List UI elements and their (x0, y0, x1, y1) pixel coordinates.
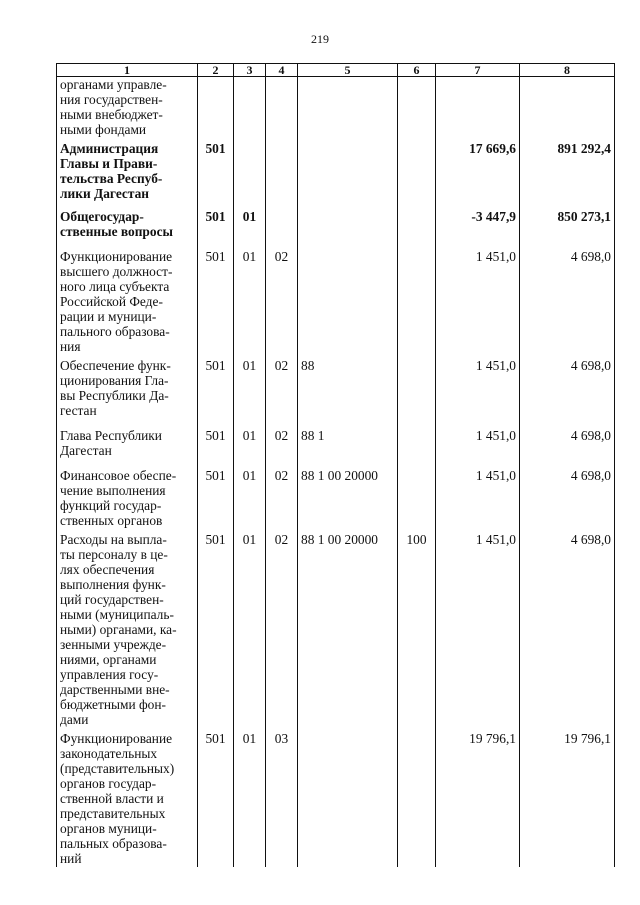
cell-section (234, 77, 266, 138)
cell-section: 01 (234, 245, 266, 354)
cell-section: 01 (234, 528, 266, 727)
cell-subsection: 02 (266, 354, 298, 424)
header-row (57, 64, 615, 77)
cell-name: Финансовое обеспе- чение выполнения функций государ- ственных органов (57, 464, 198, 528)
cell-name: Функционирование высшего должност- ного лица субъекта Российской Феде- рации и муници- пального образова- ния (57, 245, 198, 354)
cell-section: 01 (234, 464, 266, 528)
cell-section: 01 (234, 354, 266, 424)
cell-target-article: 88 1 00 20000 (298, 528, 398, 727)
cell-expense-type (398, 245, 436, 354)
cell-amount-total: 4 698,0 (520, 245, 615, 354)
cell-amount-change: 1 451,0 (436, 354, 520, 424)
cell-name: Общегосудар- ственные вопросы (57, 205, 198, 245)
table-row (57, 528, 615, 727)
cell-subsection: 02 (266, 528, 298, 727)
table-row (57, 245, 615, 354)
table-row (57, 424, 615, 464)
cell-amount-change: 1 451,0 (436, 424, 520, 464)
cell-target-article (298, 77, 398, 138)
cell-amount-total: 850 273,1 (520, 205, 615, 245)
cell-expense-type: 100 (398, 528, 436, 727)
cell-amount-change: 17 669,6 (436, 137, 520, 205)
cell-code: 501 (198, 354, 234, 424)
cell-expense-type (398, 464, 436, 528)
cell-subsection (266, 205, 298, 245)
cell-amount-total: 4 698,0 (520, 354, 615, 424)
cell-name: органами управле- ния государствен- ными внебюджет- ными фондами (57, 77, 198, 138)
header-col-6: 6 (398, 64, 436, 77)
cell-subsection: 03 (266, 727, 298, 867)
budget-table (56, 63, 615, 867)
cell-amount-change: -3 447,9 (436, 205, 520, 245)
cell-subsection (266, 77, 298, 138)
cell-code: 501 (198, 137, 234, 205)
cell-expense-type (398, 727, 436, 867)
cell-amount-total (520, 77, 615, 138)
cell-section: 01 (234, 727, 266, 867)
cell-subsection: 02 (266, 424, 298, 464)
cell-amount-change: 19 796,1 (436, 727, 520, 867)
cell-amount-change: 1 451,0 (436, 464, 520, 528)
cell-target-article (298, 137, 398, 205)
cell-name: Функционирование законодательных (представительных) органов государ- ственной власти и представительных органов муници- пальных образова- ний (57, 727, 198, 867)
cell-amount-change: 1 451,0 (436, 245, 520, 354)
cell-amount-total: 4 698,0 (520, 464, 615, 528)
cell-expense-type (398, 354, 436, 424)
cell-name: Администрация Главы и Прави- тельства Респуб- лики Дагестан (57, 137, 198, 205)
header-col-2: 2 (198, 64, 234, 77)
cell-amount-change (436, 77, 520, 138)
cell-section: 01 (234, 205, 266, 245)
cell-expense-type (398, 424, 436, 464)
cell-expense-type (398, 205, 436, 245)
cell-code: 501 (198, 528, 234, 727)
header-col-5: 5 (298, 64, 398, 77)
table-row (57, 354, 615, 424)
cell-target-article: 88 1 00 20000 (298, 464, 398, 528)
cell-code: 501 (198, 245, 234, 354)
cell-amount-change: 1 451,0 (436, 528, 520, 727)
cell-amount-total: 19 796,1 (520, 727, 615, 867)
table-row (57, 77, 615, 138)
cell-name: Расходы на выпла- ты персоналу в це- лях обеспечения выполнения функ- ций государствен- ными (муниципаль- ными) органами, ка- зенными учрежде- ниями, органами управления госу- дарственными вне- бюджетными фон- дами (57, 528, 198, 727)
page-number: 219 (311, 32, 329, 46)
cell-subsection: 02 (266, 245, 298, 354)
table-row (57, 727, 615, 867)
cell-section (234, 137, 266, 205)
table-row (57, 137, 615, 205)
cell-code (198, 77, 234, 138)
cell-target-article: 88 1 (298, 424, 398, 464)
header-col-7: 7 (436, 64, 520, 77)
cell-name: Глава Республики Дагестан (57, 424, 198, 464)
cell-amount-total: 4 698,0 (520, 528, 615, 727)
cell-subsection: 02 (266, 464, 298, 528)
header-col-8: 8 (520, 64, 615, 77)
header-col-3: 3 (234, 64, 266, 77)
header-col-4: 4 (266, 64, 298, 77)
cell-name: Обеспечение функ- ционирования Гла- вы Республики Да- гестан (57, 354, 198, 424)
cell-target-article (298, 245, 398, 354)
cell-subsection (266, 137, 298, 205)
table-row (57, 464, 615, 528)
cell-target-article (298, 727, 398, 867)
cell-code: 501 (198, 424, 234, 464)
cell-code: 501 (198, 205, 234, 245)
cell-expense-type (398, 77, 436, 138)
header-col-1: 1 (57, 64, 198, 77)
cell-target-article (298, 205, 398, 245)
cell-section: 01 (234, 424, 266, 464)
table-row (57, 205, 615, 245)
cell-target-article: 88 (298, 354, 398, 424)
cell-amount-total: 4 698,0 (520, 424, 615, 464)
cell-code: 501 (198, 464, 234, 528)
cell-amount-total: 891 292,4 (520, 137, 615, 205)
cell-expense-type (398, 137, 436, 205)
cell-code: 501 (198, 727, 234, 867)
